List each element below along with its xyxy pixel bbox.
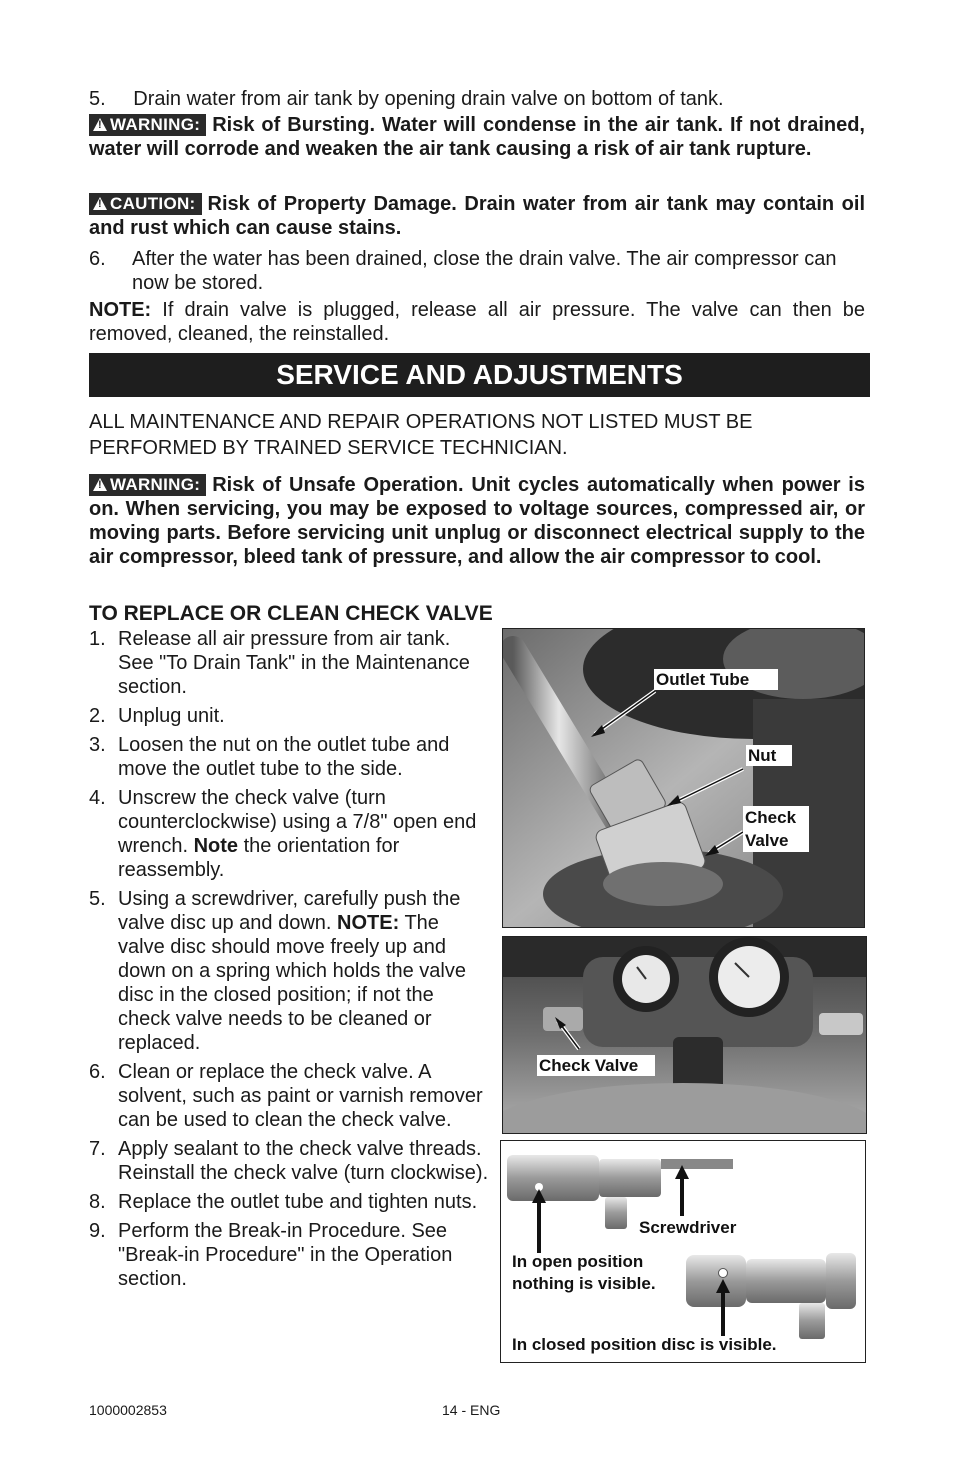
maintenance-notice: ALL MAINTENANCE AND REPAIR OPERATIONS NOT LISTED MUST BE PERFORMED BY TRAINED SERVICE TECHNICIAN. — [89, 411, 753, 459]
page-number: 14 - ENG — [442, 1402, 501, 1418]
check-valve-label: Check Valve — [743, 806, 809, 852]
caution-property — [89, 192, 865, 240]
list-item: 6. Clean or replace the check valve. A solvent, such as paint or varnish remover can be used to clean the check valve. — [89, 1061, 483, 1131]
document-number: 1000002853 — [89, 1402, 167, 1418]
list-item: 1. Release all air pressure from air tank. See "To Drain Tank" in the Maintenance section. — [89, 628, 470, 698]
warning-icon — [93, 118, 107, 131]
warning-bursting — [89, 113, 865, 161]
check-valve-label: Check Valve — [537, 1055, 655, 1076]
list-item: 9. Perform the Break-in Procedure. See "Break-in Procedure" in the Operation section. — [89, 1220, 453, 1290]
open-position-label: In open position nothing is visible. — [512, 1252, 656, 1293]
caution-badge: !CAUTION: — [89, 193, 202, 215]
caution-icon — [93, 197, 107, 210]
gauges-illustration — [503, 937, 866, 1133]
screwdriver-label: Screwdriver — [639, 1218, 737, 1237]
step-number: 5. — [89, 88, 106, 110]
subheading: TO REPLACE OR CLEAN CHECK VALVE — [89, 602, 493, 625]
warning-text: Risk of Bursting. Water will condense in the air tank. If not drained, water will corrode and weaken the air tank causing a risk of air tank rupture. — [89, 114, 865, 160]
list-item: 5. Using a screwdriver, carefully push the valve disc up and down. NOTE: The valve disc should move freely up and down on a spring which holds the valve disc in the closed position; if not the check valve needs to be cleaned or replaced. — [89, 888, 466, 1054]
note-label: NOTE: — [89, 299, 152, 321]
step-6 — [89, 247, 865, 295]
outlet-tube-label: Outlet Tube — [654, 669, 778, 690]
step-text: Drain water from air tank by opening drain valve on bottom of tank. — [133, 88, 724, 110]
warning-icon — [93, 478, 107, 491]
step-text: After the water has been drained, close the drain valve. The air compressor can now be stored. — [132, 248, 837, 294]
list-item: 7. Apply sealant to the check valve threads. Reinstall the check valve (turn clockwise). — [89, 1138, 489, 1184]
step-5 — [89, 87, 865, 111]
caution-text: Risk of Property Damage. Drain water from air tank may contain oil and rust which can cause stains. — [89, 193, 865, 239]
list-item: 8. Replace the outlet tube and tighten nuts. — [89, 1191, 478, 1213]
warning-unsafe-operation — [89, 473, 865, 569]
note-text: If drain valve is plugged, release all air pressure. The valve can then be removed, cleaned, the reinstalled. — [89, 299, 866, 345]
closed-position-label: In closed position disc is visible. — [512, 1335, 777, 1354]
check-valve-steps — [89, 627, 489, 1296]
nut-label: Nut — [746, 745, 792, 766]
valve-disc-figure — [500, 1140, 866, 1363]
warning-text: Risk of Unsafe Operation. Unit cycles automatically when power is on. When servicing, you may be exposed to voltage sources, compressed air, or moving parts. Before servicing unit unplug or disconnect electrical supply to the air compressor, bleed tank of pressure, and allow the air compressor to cool. — [89, 474, 865, 568]
section-banner: SERVICE AND ADJUSTMENTS — [89, 353, 870, 397]
warning-badge: !WARNING: — [89, 474, 206, 496]
list-item: 3. Loosen the nut on the outlet tube and move the outlet tube to the side. — [89, 734, 450, 780]
outlet-tube-photo — [502, 628, 865, 928]
step-number: 6. — [89, 248, 106, 270]
list-item: 2. Unplug unit. — [89, 705, 225, 727]
list-item: 4. Unscrew the check valve (turn counterclockwise) using a 7/8" open end wrench. Note the orientation for reassembly. — [89, 787, 477, 881]
warning-badge: !WARNING: — [89, 114, 206, 136]
note-drain — [89, 298, 865, 346]
gauges-photo — [502, 936, 867, 1134]
